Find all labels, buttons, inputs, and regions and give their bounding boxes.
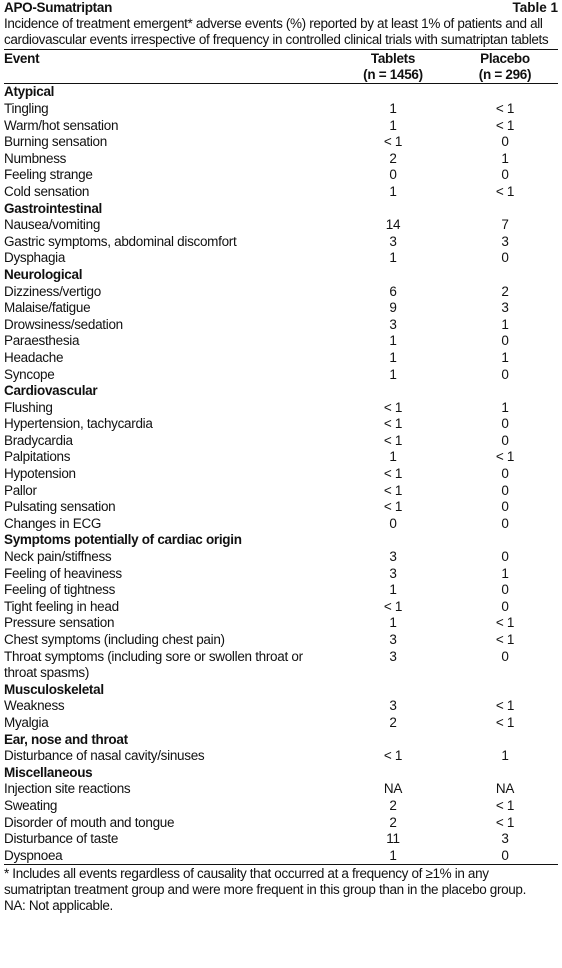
placebo-value: NA: [495, 781, 515, 797]
table-caption: Incidence of treatment emergent* adverse events (%) reported by at least 1% of patients and all cardiovascular events irrespective of frequency in controlled clinical trials with sumatriptan tablets: [4, 16, 549, 48]
event-cell: Sweating: [4, 797, 58, 813]
section-heading-row: [4, 267, 558, 284]
placebo-value: 0: [501, 250, 509, 266]
tablets-value: < 1: [383, 499, 403, 515]
tablets-value: 1: [389, 449, 397, 465]
event-cell: Cold sensation: [4, 183, 90, 199]
placebo-value: 1: [501, 399, 509, 415]
event-cell: Pallor: [4, 482, 37, 498]
table-row: [4, 317, 558, 334]
placebo-value: 0: [501, 167, 509, 183]
placebo-value: < 1: [495, 698, 515, 714]
tablets-value: 3: [389, 648, 397, 664]
table-row: [4, 167, 558, 184]
tablets-value: < 1: [383, 482, 403, 498]
tablets-n: (n = 1456): [363, 66, 423, 82]
table-row: [4, 483, 558, 500]
tablets-value: 1: [389, 333, 397, 349]
tablets-value: < 1: [383, 399, 403, 415]
tablets-value: 1: [389, 582, 397, 598]
document-header: [4, 0, 558, 16]
event-cell: Disturbance of nasal cavity/sinuses: [4, 748, 205, 764]
section-heading: Cardiovascular: [4, 383, 98, 399]
event-cell: Hypertension, tachycardia: [4, 416, 153, 432]
placebo-value: 0: [501, 648, 509, 664]
tablets-value: 3: [389, 565, 397, 581]
table-row: [4, 284, 558, 301]
event-cell: Neck pain/stiffness: [4, 549, 112, 565]
placebo-value: < 1: [495, 117, 515, 133]
event-cell: Bradycardia: [4, 432, 73, 448]
table-row: [4, 615, 558, 632]
section-heading-row: [4, 201, 558, 218]
placebo-value: 0: [501, 416, 509, 432]
tablets-value: 1: [389, 349, 397, 365]
placebo-n: (n = 296): [478, 66, 532, 82]
table-header-row: [4, 50, 558, 84]
section-heading-row: [4, 532, 558, 549]
placebo-value: < 1: [495, 714, 515, 730]
placebo-value: < 1: [495, 814, 515, 830]
table-row: [4, 151, 558, 168]
placebo-value: 1: [501, 316, 509, 332]
section-heading-row: [4, 682, 558, 699]
section-heading: Neurological: [4, 266, 83, 282]
section-heading: Musculoskeletal: [4, 681, 104, 697]
placebo-value: < 1: [495, 449, 515, 465]
tablets-value: 1: [389, 615, 397, 631]
table-row: [4, 234, 558, 251]
section-heading-row: [4, 765, 558, 782]
footnote-na: NA: Not applicable.: [4, 898, 113, 914]
tablets-value: 3: [389, 233, 397, 249]
table-row: [4, 300, 558, 317]
tablets-value: 9: [389, 300, 397, 316]
section-heading: Ear, nose and throat: [4, 731, 128, 747]
column-header-tablets: [334, 50, 452, 84]
event-cell: Disturbance of taste: [4, 831, 119, 847]
table-row: [4, 632, 558, 649]
event-cell: Dysphagia: [4, 250, 66, 266]
placebo-value: 0: [501, 482, 509, 498]
column-header-event: Event: [4, 50, 334, 84]
event-cell: Nausea/vomiting: [4, 217, 101, 233]
event-cell: Hypotension: [4, 466, 76, 482]
placebo-value: < 1: [495, 632, 515, 647]
placebo-value: 0: [501, 549, 509, 565]
tablets-value: 2: [389, 150, 397, 166]
placebo-value: 0: [501, 134, 509, 150]
table-row: [4, 250, 558, 267]
section-heading: Miscellaneous: [4, 764, 93, 780]
event-cell: Headache: [4, 349, 64, 365]
table-row: [4, 466, 558, 483]
table-row: [4, 499, 558, 516]
section-heading: Atypical: [4, 84, 55, 100]
tablets-value: 2: [389, 814, 397, 830]
tablets-value: 1: [389, 183, 397, 199]
tablets-value: 3: [389, 632, 397, 647]
event-cell: Numbness: [4, 150, 67, 166]
table-row: [4, 333, 558, 350]
placebo-value: 7: [501, 217, 509, 233]
placebo-value: 1: [501, 349, 509, 365]
placebo-value: 0: [501, 366, 509, 382]
footnote-definition: * Includes all events regardless of causality that occurred at a frequency of ≥1% in any sumatriptan treatment group and were more frequent in this group than in the placebo group.: [4, 866, 526, 897]
event-cell: Dizziness/vertigo: [4, 283, 101, 299]
table-row: [4, 582, 558, 599]
event-cell: Dyspnoea: [4, 848, 334, 865]
tablets-value: 3: [389, 316, 397, 332]
event-cell: Pulsating sensation: [4, 499, 116, 515]
event-cell: Paraesthesia: [4, 333, 80, 349]
table-row: [4, 715, 558, 732]
table-row: [4, 416, 558, 433]
tablets-value: 1: [389, 117, 397, 133]
placebo-value: 0: [501, 466, 509, 482]
event-cell: Drowsiness/sedation: [4, 316, 123, 332]
table-row: [4, 781, 558, 798]
event-cell: Pressure sensation: [4, 615, 115, 631]
table-row: [4, 118, 558, 135]
section-heading-row: [4, 383, 558, 400]
tablets-value: 11: [386, 831, 400, 847]
event-cell: Disorder of mouth and tongue: [4, 814, 175, 830]
tablets-value: 0: [389, 515, 397, 531]
event-cell: Syncope: [4, 366, 55, 382]
table-row: [4, 566, 558, 583]
table-row: [4, 549, 558, 566]
tablets-value: 2: [389, 797, 397, 813]
placebo-value: 1: [501, 565, 509, 581]
table-row: [4, 184, 558, 201]
placebo-value: 3: [501, 300, 509, 316]
table-row: [4, 217, 558, 234]
placebo-value: 0: [501, 333, 509, 349]
section-heading-row: [4, 84, 558, 101]
table-row: [4, 433, 558, 450]
table-body: [4, 84, 558, 865]
tablets-value: < 1: [383, 466, 403, 482]
placebo-value: 0: [501, 499, 509, 515]
table-row: [4, 831, 558, 848]
table-row: [4, 649, 558, 682]
tablets-value: 2: [389, 714, 397, 730]
tablets-value: < 1: [383, 134, 403, 150]
placebo-value: < 1: [495, 615, 515, 631]
placebo-value: < 1: [495, 183, 515, 199]
event-cell: Warm/hot sensation: [4, 117, 119, 133]
placebo-label: Placebo: [480, 51, 530, 67]
table-row: [4, 798, 558, 815]
tablets-value: NA: [383, 781, 403, 797]
event-cell: Myalgia: [4, 714, 49, 730]
table-row: [4, 815, 558, 832]
tablets-value: 6: [389, 283, 397, 299]
placebo-value: 0: [501, 515, 509, 531]
table-row: [4, 848, 558, 865]
event-cell: Burning sensation: [4, 134, 107, 150]
tablets-value: < 1: [383, 598, 403, 614]
placebo-value: 0: [501, 432, 509, 448]
event-cell: Gastric symptoms, abdominal discomfort: [4, 233, 237, 249]
tablets-value: < 1: [383, 432, 403, 448]
adverse-events-table: [4, 49, 558, 865]
tablets-label: Tablets: [370, 51, 416, 67]
placebo-value: 0: [501, 582, 509, 598]
tablets-value: 14: [385, 217, 401, 233]
placebo-value: < 1: [495, 797, 515, 813]
column-header-placebo: [452, 50, 558, 84]
section-heading-row: [4, 732, 558, 749]
tablets-value: 0: [389, 167, 397, 183]
table-row: [4, 134, 558, 151]
tablets-value: 1: [334, 848, 452, 865]
event-cell: Feeling of tightness: [4, 582, 116, 598]
placebo-value: 3: [501, 831, 509, 847]
table-label: Table 1: [512, 0, 558, 15]
document-title: APO-Sumatriptan: [4, 0, 113, 15]
placebo-value: 0: [452, 848, 558, 865]
tablets-value: 1: [389, 250, 397, 266]
table-row: [4, 350, 558, 367]
placebo-value: < 1: [495, 101, 515, 116]
event-cell: Flushing: [4, 399, 53, 415]
table-row: [4, 698, 558, 715]
event-cell: Throat symptoms (including sore or swollen throat or throat spasms): [4, 648, 303, 681]
event-cell: Tight feeling in head: [4, 598, 119, 614]
table-row: [4, 400, 558, 417]
event-cell: Feeling strange: [4, 167, 93, 183]
section-heading: Gastrointestinal: [4, 200, 102, 216]
section-heading: Symptoms potentially of cardiac origin: [4, 532, 242, 548]
tablets-value: 3: [389, 549, 397, 565]
placebo-value: 1: [501, 748, 509, 764]
event-cell: Chest symptoms (including chest pain): [4, 632, 225, 647]
event-cell: Feeling of heaviness: [4, 565, 122, 581]
event-cell: Weakness: [4, 698, 65, 714]
event-cell: Tingling: [4, 101, 49, 116]
table-row: [4, 748, 558, 765]
tablets-value: 1: [389, 101, 397, 116]
tablets-value: 3: [389, 698, 397, 714]
event-cell: Palpitations: [4, 449, 71, 465]
placebo-value: 1: [501, 150, 509, 166]
table-row: [4, 599, 558, 616]
table-row: [4, 367, 558, 384]
tablets-value: < 1: [383, 748, 403, 764]
tablets-value: 1: [389, 366, 397, 382]
event-cell: Malaise/fatigue: [4, 300, 91, 316]
event-cell: Injection site reactions: [4, 781, 131, 797]
placebo-value: 2: [501, 283, 509, 299]
tablets-value: < 1: [383, 416, 403, 432]
placebo-value: 0: [501, 598, 509, 614]
table-row: [4, 516, 558, 533]
placebo-value: 3: [501, 233, 509, 249]
table-row: [4, 101, 558, 118]
table-row: [4, 449, 558, 466]
event-cell: Changes in ECG: [4, 515, 102, 531]
